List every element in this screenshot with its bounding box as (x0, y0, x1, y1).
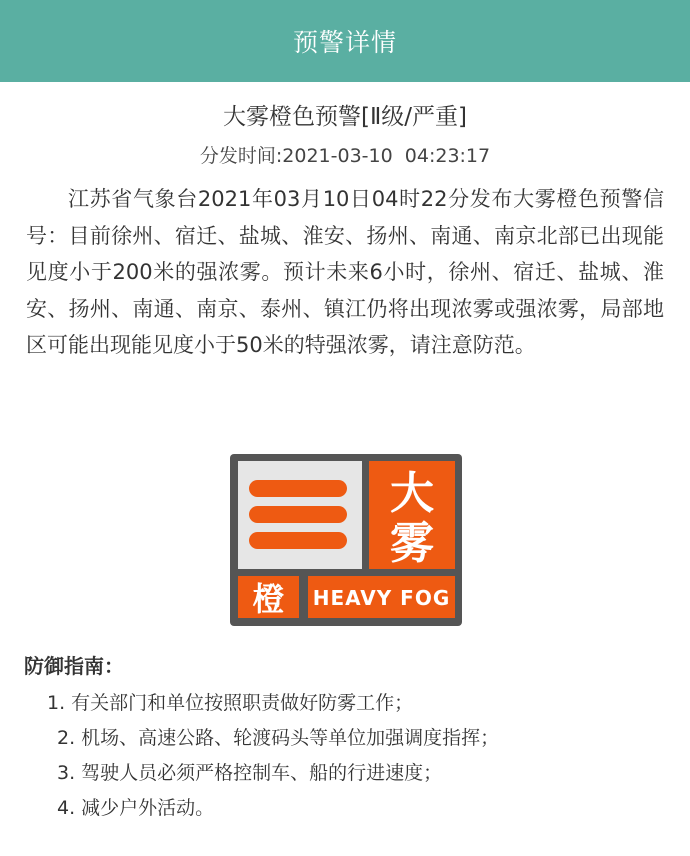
warning-content: 江苏省气象台2021年03月10日04时22分发布大雾橙色预警信号：目前徐州、宿迁、盐城、淮安、扬州、南通、南京北部已出现能见度小于200米的强浓雾。预计未来6小时，徐州、宿迁、盐城、淮安、扬州、南通、南京、泰州、镇江仍将出现浓雾或强浓雾，局部地区可能出现能见度小于50米的特强浓雾，请注意防范。 (26, 187, 664, 357)
warning-title: 大雾橙色预警[Ⅱ级/严重] (222, 104, 467, 130)
guide-item-1: 1. 有关部门和单位按照职责做好防雾工作； (47, 692, 414, 714)
heavy-fog-orange-warning-icon (230, 454, 462, 626)
guide-item-3: 3. 驾驶人员必须严格控制车、船的行进速度； (57, 762, 443, 784)
header-bar (0, 0, 690, 82)
fog-bar-1 (249, 480, 347, 497)
fog-bar-2 (249, 506, 347, 523)
warning-sign-graphic (230, 454, 462, 626)
guide-title: 防御指南： (24, 654, 124, 678)
fog-bar-3 (249, 532, 347, 549)
page-title: 预警详情 (292, 28, 397, 57)
sign-char-da: 大 (390, 468, 434, 519)
guide-item-2: 2. 机场、高速公路、轮渡码头等单位加强调度指挥； (57, 727, 500, 749)
issue-time-value: 2021-03-10 04:23:17 (282, 145, 491, 167)
sign-level-char: 橙 (252, 580, 285, 618)
sign-english-text: HEAVY FOG (312, 586, 451, 610)
issue-time-label: 分发时间: (199, 145, 283, 167)
issue-time (0, 143, 690, 169)
guide-item-4: 4. 减少户外活动。 (57, 797, 215, 819)
sign-char-wu: 雾 (390, 518, 434, 569)
